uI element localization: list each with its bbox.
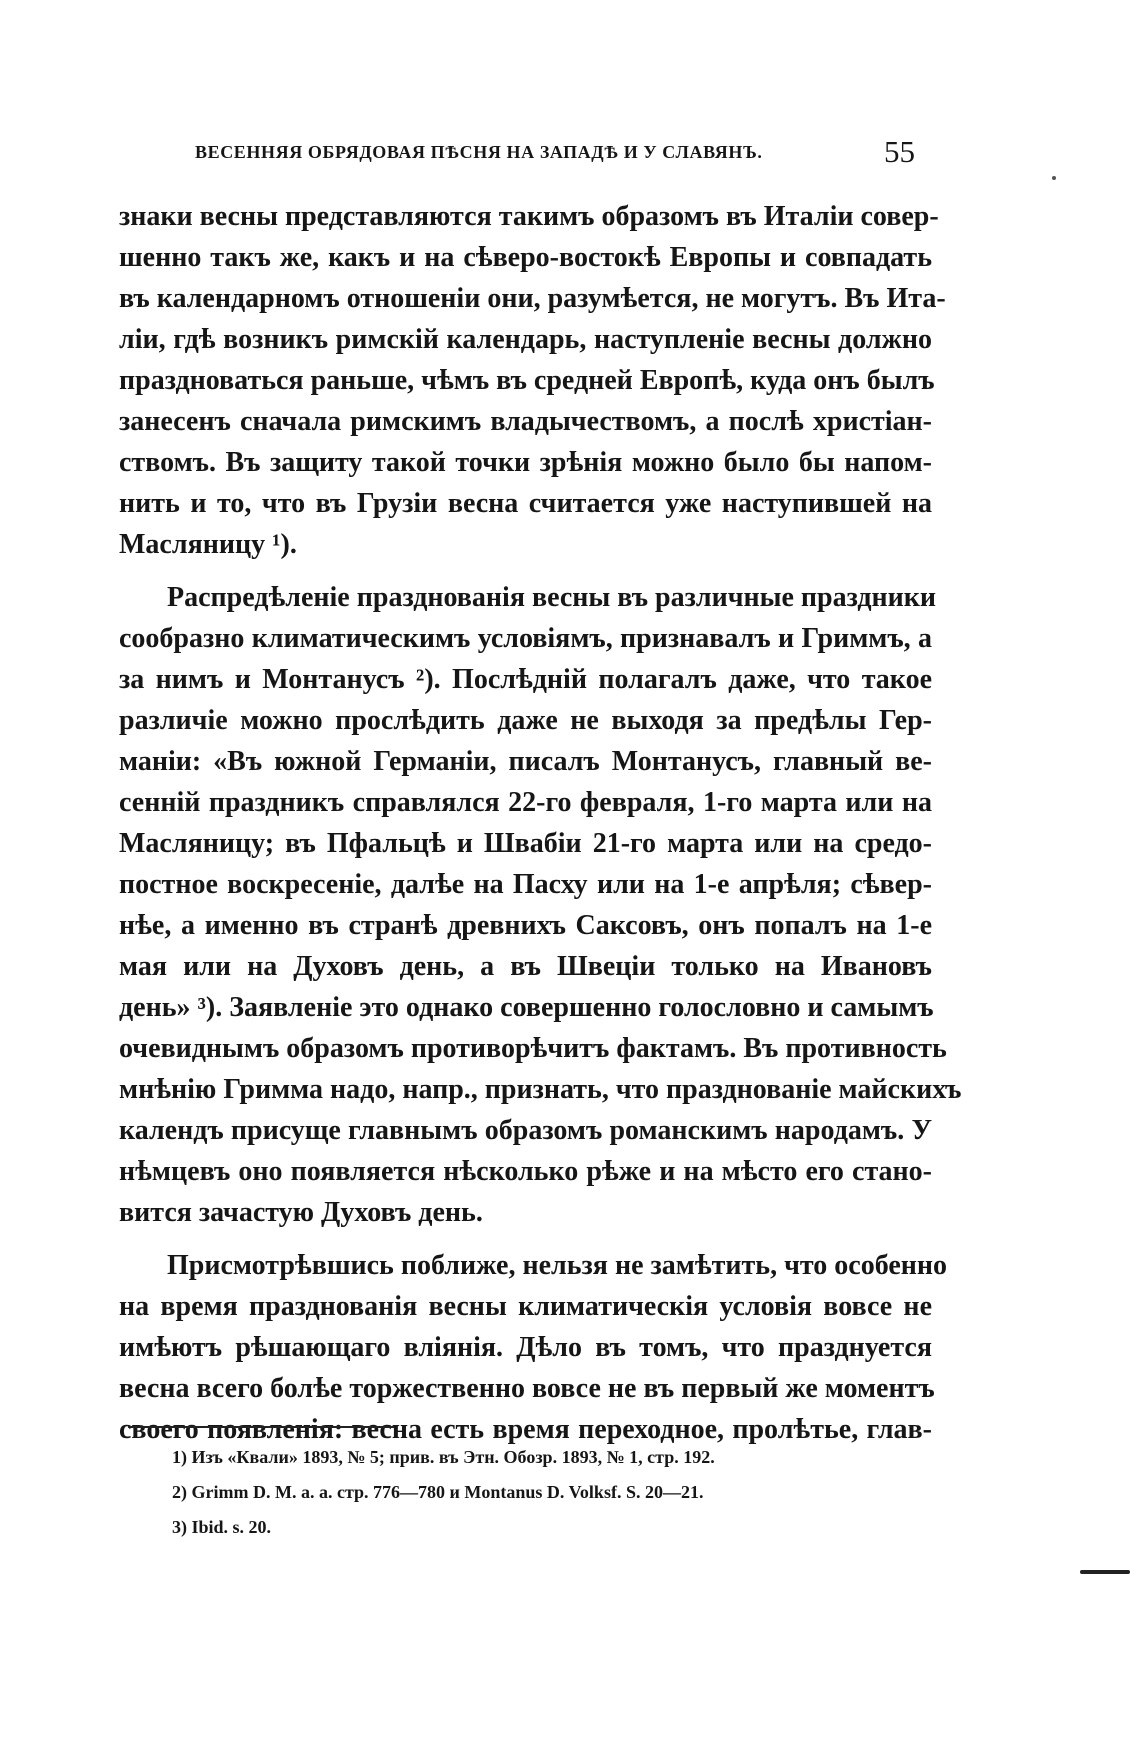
text-line: нѣмцевъ оно появляется нѣсколько рѣже и на мѣсто его стано-: [119, 1156, 932, 1187]
text-line: различіе можно прослѣдить даже не выходя за предѣлы Гер-: [119, 705, 932, 736]
paragraph-3: [119, 1245, 948, 1450]
running-header: [195, 134, 915, 170]
text-line: Масляницу; въ Пфальцѣ и Швабіи 21-го марта или на средо-: [119, 828, 932, 859]
text-line: нить и то, что въ Грузіи весна считается уже наступившей на: [119, 488, 932, 519]
text-line: очевиднымъ образомъ противорѣчитъ фактамъ. Въ противность: [119, 1033, 947, 1064]
text-line: мнѣнію Гримма надо, напр., признать, что празднованіе майскихъ: [119, 1074, 962, 1105]
text-line: ліи, гдѣ возникъ римскій календарь, наступленіе весны должно: [119, 324, 932, 355]
text-line: день» ³). Заявленіе это однако совершенно голословно и самымъ: [119, 992, 934, 1023]
text-line: праздноваться раньше, чѣмъ въ средней Европѣ, куда онъ былъ: [119, 365, 935, 396]
text-line: вится зачастую Духовъ день.: [119, 1197, 483, 1228]
running-title: ВЕСЕННЯЯ ОБРЯДОВАЯ ПѢСНЯ НА ЗАПАДѢ И У СЛАВЯНЪ.: [195, 142, 763, 162]
text-line: маніи: «Въ южной Германіи, писалъ Монтанусъ, главный ве-: [119, 746, 932, 777]
text-line: сообразно климатическимъ условіямъ, признавалъ и Гриммъ, а: [119, 623, 932, 654]
text-line: въ календарномъ отношеніи они, разумѣется, не могутъ. Въ Ита-: [119, 283, 946, 314]
print-speck: [1052, 176, 1056, 180]
text-line: ствомъ. Въ защиту такой точки зрѣнія можно было бы напом-: [119, 447, 932, 478]
paragraph-1: [119, 196, 946, 565]
footnote-2: 2) Grimm D. M. a. a. стр. 776—780 и Montanus D. Volksf. S. 20—21.: [172, 1482, 704, 1502]
footnote-3: 3) Ibid. s. 20.: [172, 1517, 272, 1537]
margin-mark: [1080, 1570, 1130, 1574]
text-line: мая или на Духовъ день, а въ Швеціи только на Ивановъ: [119, 951, 932, 982]
paragraph-gap: [119, 565, 932, 577]
text-line: имѣютъ рѣшающаго вліянія. Дѣло въ томъ, что празднуется: [119, 1332, 932, 1363]
page-number: 55: [884, 134, 915, 169]
footnote-rule: [128, 1426, 394, 1428]
text-line: весна всего болѣе торжественно вовсе не въ первый же моментъ: [119, 1373, 935, 1404]
text-line: нѣе, а именно въ странѣ древнихъ Саксовъ, онъ попалъ на 1-е: [119, 910, 932, 941]
text-line: занесенъ сначала римскимъ владычествомъ, а послѣ христіан-: [119, 406, 932, 437]
text-line: Распредѣленіе празднованія весны въ различные праздники: [167, 582, 937, 613]
paragraph-gap: [119, 1233, 932, 1245]
text-line: знаки весны представляются такимъ образомъ въ Италіи совер-: [119, 201, 939, 232]
text-line: сенній праздникъ справлялся 22-го февраля, 1-го марта или на: [119, 787, 932, 818]
text-line: шенно такъ же, какъ и на сѣверо-востокѣ Европы и совпадать: [119, 242, 932, 273]
paragraph-2: [119, 577, 962, 1233]
text-line: своего появленія: весна есть время переходное, пролѣтье, глав-: [119, 1414, 932, 1445]
text-line: на время празднованія весны климатическія условія вовсе не: [119, 1291, 932, 1322]
footnote-1: 1) Изъ «Квали» 1893, № 5; прив. въ Этн. Обозр. 1893, № 1, стр. 192.: [172, 1447, 715, 1467]
footnotes: [172, 1440, 912, 1545]
text-line: Масляницу ¹).: [119, 529, 297, 560]
text-line: постное воскресеніе, далѣе на Пасху или на 1-е апрѣля; сѣвер-: [119, 869, 932, 900]
text-line: календъ присуще главнымъ образомъ романскимъ народамъ. У: [119, 1115, 932, 1146]
text-line: за нимъ и Монтанусъ ²). Послѣдній полагалъ даже, что такое: [119, 664, 932, 695]
text-line: Присмотрѣвшись поближе, нельзя не замѣтить, что особенно: [167, 1250, 948, 1281]
body-text: [119, 196, 962, 1450]
